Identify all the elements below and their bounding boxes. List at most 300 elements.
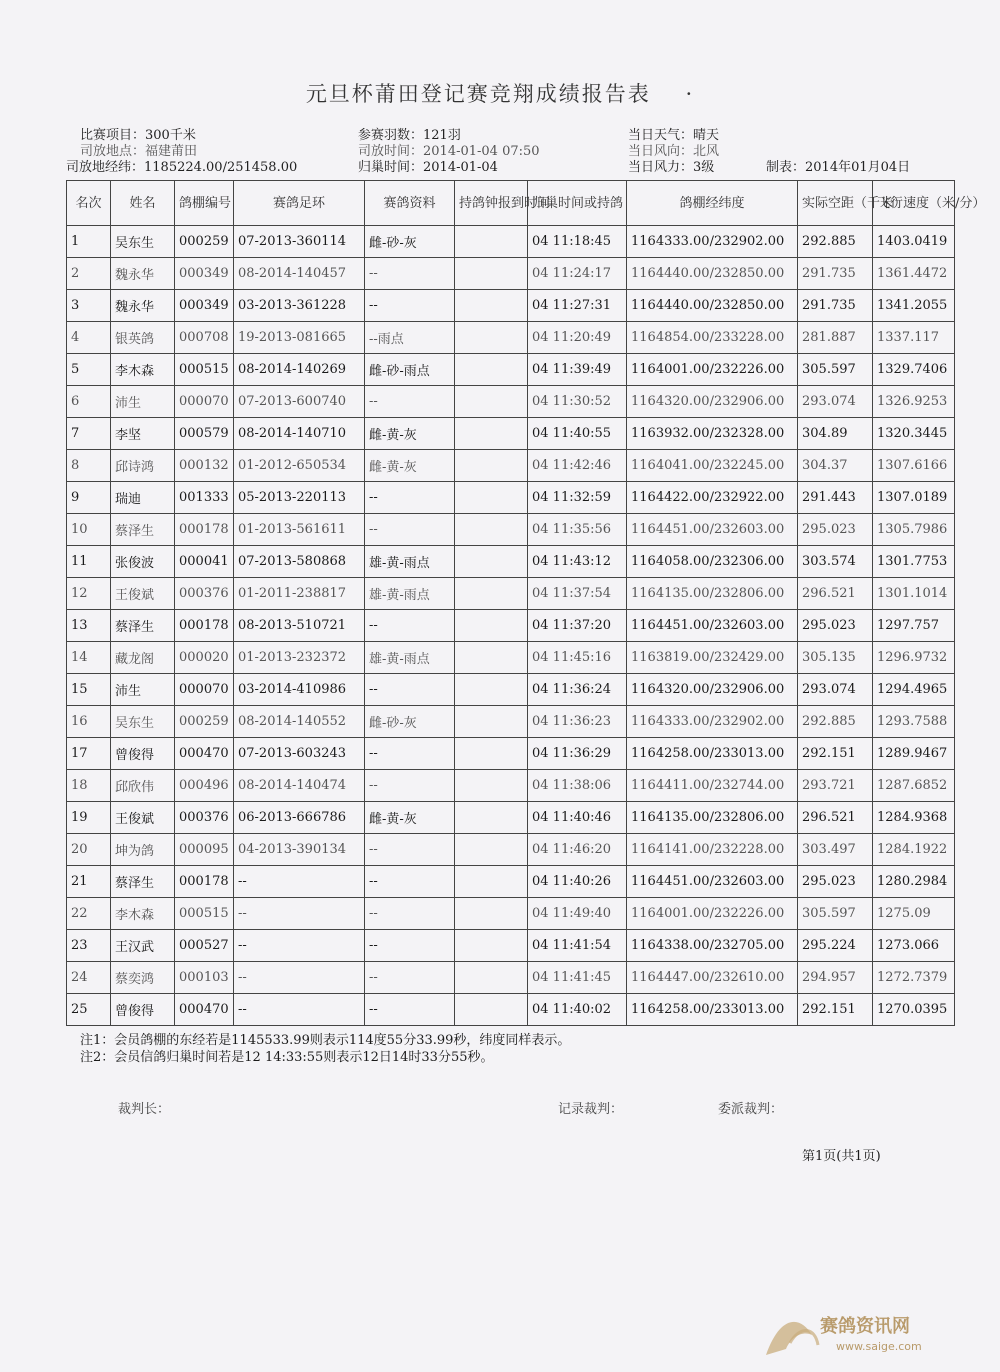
cell-speed: 1280.2984 (873, 866, 955, 898)
note-2: 注2：会员信鸽归巢时间若是12 14:33:55则表示12日14时33分55秒。 (80, 1050, 494, 1065)
cell-bird-info: 雌-黄-灰 (365, 802, 455, 834)
cell-bird-info: -- (365, 770, 455, 802)
cell-ring: -- (234, 962, 365, 994)
cell-loft-id: 000041 (175, 546, 234, 578)
cell-clock-time (455, 322, 528, 354)
cell-rank: 7 (67, 418, 111, 450)
cell-ring: 08-2014-140474 (234, 770, 365, 802)
table-row (67, 962, 955, 994)
cell-loft-coords: 1164447.00/232610.00 (627, 962, 798, 994)
cell-rank: 2 (67, 258, 111, 290)
table-row (67, 514, 955, 546)
cell-bird-info: 雄-黄-雨点 (365, 642, 455, 674)
header-speed: 飞行速度（米/分） (873, 181, 955, 226)
cell-rank: 3 (67, 290, 111, 322)
cell-speed: 1275.09 (873, 898, 955, 930)
cell-loft-id: 000178 (175, 610, 234, 642)
cell-bird-info: -- (365, 482, 455, 514)
table-row (67, 642, 955, 674)
signature-recorder: 记录裁判： (558, 1102, 624, 1117)
cell-loft-coords: 1164440.00/232850.00 (627, 258, 798, 290)
info-return-time: 归巢时间：2014-01-04 (358, 160, 498, 175)
cell-distance: 293.074 (798, 674, 873, 706)
cell-arrival-time: 04 11:41:45 (528, 962, 627, 994)
cell-arrival-time: 04 11:36:29 (528, 738, 627, 770)
cell-speed: 1297.757 (873, 610, 955, 642)
cell-ring: -- (234, 930, 365, 962)
table-row (67, 674, 955, 706)
cell-loft-id: 000095 (175, 834, 234, 866)
cell-speed: 1294.4965 (873, 674, 955, 706)
cell-speed: 1320.3445 (873, 418, 955, 450)
cell-loft-id: 000496 (175, 770, 234, 802)
cell-loft-coords: 1164854.00/233228.00 (627, 322, 798, 354)
cell-ring: 01-2012-650534 (234, 450, 365, 482)
cell-ring: 07-2013-580868 (234, 546, 365, 578)
cell-bird-info: -- (365, 674, 455, 706)
table-row (67, 418, 955, 450)
cell-name: 蔡泽生 (111, 610, 175, 642)
cell-bird-info: -- (365, 962, 455, 994)
cell-rank: 17 (67, 738, 111, 770)
cell-speed: 1307.6166 (873, 450, 955, 482)
cell-clock-time (455, 802, 528, 834)
cell-rank: 23 (67, 930, 111, 962)
cell-speed: 1289.9467 (873, 738, 955, 770)
cell-name: 瑞迪 (111, 482, 175, 514)
table-row (67, 578, 955, 610)
cell-arrival-time: 04 11:18:45 (528, 226, 627, 258)
cell-arrival-time: 04 11:39:49 (528, 354, 627, 386)
cell-distance: 291.735 (798, 258, 873, 290)
cell-distance: 296.521 (798, 802, 873, 834)
cell-arrival-time: 04 11:36:24 (528, 674, 627, 706)
table-row (67, 770, 955, 802)
cell-distance: 304.37 (798, 450, 873, 482)
cell-distance: 281.887 (798, 322, 873, 354)
header-name: 姓名 (111, 181, 175, 226)
cell-speed: 1272.7379 (873, 962, 955, 994)
cell-arrival-time: 04 11:49:40 (528, 898, 627, 930)
cell-clock-time (455, 706, 528, 738)
cell-name: 邱诗鸿 (111, 450, 175, 482)
table-row (67, 322, 955, 354)
cell-speed: 1361.4472 (873, 258, 955, 290)
cell-loft-coords: 1164333.00/232902.00 (627, 226, 798, 258)
cell-loft-coords: 1163819.00/232429.00 (627, 642, 798, 674)
cell-name: 张俊波 (111, 546, 175, 578)
cell-rank: 10 (67, 514, 111, 546)
cell-clock-time (455, 930, 528, 962)
cell-clock-time (455, 418, 528, 450)
cell-clock-time (455, 226, 528, 258)
table-body (67, 226, 955, 1026)
cell-bird-info: 雌-砂-雨点 (365, 354, 455, 386)
cell-rank: 21 (67, 866, 111, 898)
cell-clock-time (455, 290, 528, 322)
cell-bird-info: 雌-黄-灰 (365, 450, 455, 482)
cell-ring: 08-2014-140552 (234, 706, 365, 738)
cell-rank: 18 (67, 770, 111, 802)
cell-ring: 03-2013-361228 (234, 290, 365, 322)
header-distance: 实际空距（千米） (798, 181, 873, 226)
header-clock-time: 持鸽钟报到时间 (455, 181, 528, 226)
cell-bird-info: -- (365, 258, 455, 290)
notes (80, 1032, 570, 1066)
cell-rank: 20 (67, 834, 111, 866)
cell-arrival-time: 04 11:40:02 (528, 994, 627, 1026)
cell-rank: 6 (67, 386, 111, 418)
cell-loft-coords: 1164333.00/232902.00 (627, 706, 798, 738)
cell-arrival-time: 04 11:27:31 (528, 290, 627, 322)
cell-name: 吴东生 (111, 226, 175, 258)
cell-arrival-time: 04 11:35:56 (528, 514, 627, 546)
table-row (67, 834, 955, 866)
cell-loft-id: 000527 (175, 930, 234, 962)
table-row (67, 258, 955, 290)
cell-ring: 08-2014-140269 (234, 354, 365, 386)
cell-distance: 292.151 (798, 994, 873, 1026)
cell-clock-time (455, 546, 528, 578)
cell-bird-info: -- (365, 898, 455, 930)
cell-distance: 305.597 (798, 898, 873, 930)
cell-bird-info: -- (365, 514, 455, 546)
table-row (67, 866, 955, 898)
results-table (66, 180, 986, 1026)
cell-speed: 1284.1922 (873, 834, 955, 866)
cell-loft-id: 000178 (175, 514, 234, 546)
table-row (67, 546, 955, 578)
cell-bird-info: 雌-黄-灰 (365, 418, 455, 450)
cell-ring: 04-2013-390134 (234, 834, 365, 866)
cell-bird-info: -- (365, 834, 455, 866)
table-row (67, 930, 955, 962)
table-row (67, 610, 955, 642)
cell-rank: 9 (67, 482, 111, 514)
cell-loft-id: 000579 (175, 418, 234, 450)
cell-distance: 295.023 (798, 610, 873, 642)
cell-loft-coords: 1164258.00/233013.00 (627, 994, 798, 1026)
table-row (67, 898, 955, 930)
table-row (67, 482, 955, 514)
table-row (67, 450, 955, 482)
title-text: 元旦杯莆田登记赛竞翔成绩报告表 (305, 82, 651, 106)
cell-name: 魏永华 (111, 290, 175, 322)
cell-arrival-time: 04 11:46:20 (528, 834, 627, 866)
table-row (67, 290, 955, 322)
cell-loft-id: 000259 (175, 706, 234, 738)
cell-arrival-time: 04 11:24:17 (528, 258, 627, 290)
cell-speed: 1293.7588 (873, 706, 955, 738)
table-row (67, 706, 955, 738)
cell-arrival-time: 04 11:42:46 (528, 450, 627, 482)
cell-loft-coords: 1164058.00/232306.00 (627, 546, 798, 578)
cell-loft-id: 000259 (175, 226, 234, 258)
cell-loft-coords: 1164338.00/232705.00 (627, 930, 798, 962)
cell-distance: 292.151 (798, 738, 873, 770)
cell-bird-info: -- (365, 994, 455, 1026)
cell-arrival-time: 04 11:32:59 (528, 482, 627, 514)
cell-clock-time (455, 674, 528, 706)
cell-loft-coords: 1164001.00/232226.00 (627, 354, 798, 386)
cell-distance: 293.074 (798, 386, 873, 418)
cell-ring: 01-2011-238817 (234, 578, 365, 610)
cell-loft-id: 000020 (175, 642, 234, 674)
info-entries: 参赛羽数：121羽 (358, 128, 461, 143)
header-ring: 赛鸽足环 (234, 181, 365, 226)
cell-speed: 1307.0189 (873, 482, 955, 514)
cell-bird-info: -- (365, 386, 455, 418)
cell-ring: 01-2013-561611 (234, 514, 365, 546)
cell-arrival-time: 04 11:30:52 (528, 386, 627, 418)
cell-clock-time (455, 738, 528, 770)
cell-name: 蔡泽生 (111, 514, 175, 546)
cell-arrival-time: 04 11:38:06 (528, 770, 627, 802)
cell-loft-id: 000349 (175, 290, 234, 322)
cell-name: 李木森 (111, 354, 175, 386)
cell-loft-id: 000515 (175, 898, 234, 930)
watermark-url: www.saige.com (836, 1340, 922, 1353)
info-release-coords: 司放地经纬：1185224.00/251458.00 (66, 160, 298, 175)
cell-clock-time (455, 994, 528, 1026)
cell-clock-time (455, 482, 528, 514)
cell-rank: 12 (67, 578, 111, 610)
cell-bird-info: 雌-砂-灰 (365, 706, 455, 738)
cell-ring: -- (234, 898, 365, 930)
cell-distance: 305.135 (798, 642, 873, 674)
header-arrival-time: 归巢时间或持鸽 (528, 181, 627, 226)
table-row (67, 386, 955, 418)
cell-bird-info: 雌-砂-灰 (365, 226, 455, 258)
cell-loft-coords: 1164135.00/232806.00 (627, 578, 798, 610)
cell-ring: 08-2013-510721 (234, 610, 365, 642)
cell-arrival-time: 04 11:37:20 (528, 610, 627, 642)
cell-bird-info: -- (365, 866, 455, 898)
cell-speed: 1301.1014 (873, 578, 955, 610)
cell-distance: 295.023 (798, 514, 873, 546)
cell-clock-time (455, 834, 528, 866)
cell-rank: 15 (67, 674, 111, 706)
cell-rank: 8 (67, 450, 111, 482)
cell-speed: 1341.2055 (873, 290, 955, 322)
cell-distance: 293.721 (798, 770, 873, 802)
cell-name: 李坚 (111, 418, 175, 450)
cell-distance: 295.023 (798, 866, 873, 898)
cell-arrival-time: 04 11:36:23 (528, 706, 627, 738)
cell-name: 坤为鸽 (111, 834, 175, 866)
cell-clock-time (455, 770, 528, 802)
cell-name: 曾俊得 (111, 738, 175, 770)
cell-rank: 14 (67, 642, 111, 674)
cell-loft-id: 000178 (175, 866, 234, 898)
page-indicator: 第1页(共1页) (802, 1149, 881, 1164)
cell-clock-time (455, 642, 528, 674)
cell-loft-coords: 1164411.00/232744.00 (627, 770, 798, 802)
cell-loft-coords: 1164001.00/232226.00 (627, 898, 798, 930)
table-row (67, 354, 955, 386)
cell-loft-id: 000103 (175, 962, 234, 994)
note-1: 注1：会员鸽棚的东经若是1145533.99则表示114度55分33.99秒，纬度同样表示。 (80, 1033, 571, 1048)
cell-loft-id: 000132 (175, 450, 234, 482)
cell-speed: 1326.9253 (873, 386, 955, 418)
cell-rank: 22 (67, 898, 111, 930)
cell-loft-id: 000708 (175, 322, 234, 354)
info-event: 比赛项目：300千米 (80, 128, 196, 143)
cell-loft-id: 000376 (175, 802, 234, 834)
cell-name: 藏龙阁 (111, 642, 175, 674)
cell-loft-coords: 1164451.00/232603.00 (627, 610, 798, 642)
cell-speed: 1270.0395 (873, 994, 955, 1026)
cell-distance: 305.597 (798, 354, 873, 386)
cell-arrival-time: 04 11:37:54 (528, 578, 627, 610)
cell-rank: 4 (67, 322, 111, 354)
cell-rank: 25 (67, 994, 111, 1026)
cell-clock-time (455, 258, 528, 290)
cell-bird-info: -- (365, 290, 455, 322)
cell-speed: 1301.7753 (873, 546, 955, 578)
cell-loft-id: 000470 (175, 994, 234, 1026)
cell-rank: 11 (67, 546, 111, 578)
cell-loft-coords: 1164258.00/233013.00 (627, 738, 798, 770)
cell-loft-id: 000376 (175, 578, 234, 610)
cell-loft-coords: 1164451.00/232603.00 (627, 866, 798, 898)
cell-bird-info: 雄-黄-雨点 (365, 578, 455, 610)
cell-arrival-time: 04 11:40:55 (528, 418, 627, 450)
cell-bird-info: -- (365, 738, 455, 770)
cell-loft-coords: 1164440.00/232850.00 (627, 290, 798, 322)
cell-arrival-time: 04 11:43:12 (528, 546, 627, 578)
cell-ring: 08-2014-140710 (234, 418, 365, 450)
cell-loft-coords: 1164422.00/232922.00 (627, 482, 798, 514)
cell-speed: 1305.7986 (873, 514, 955, 546)
cell-distance: 291.443 (798, 482, 873, 514)
cell-clock-time (455, 866, 528, 898)
info-wind-direction: 当日风向：北风 (628, 144, 720, 159)
cell-name: 邱欣伟 (111, 770, 175, 802)
info-weather: 当日天气：晴天 (628, 128, 720, 143)
cell-speed: 1287.6852 (873, 770, 955, 802)
cell-speed: 1273.066 (873, 930, 955, 962)
table-row (67, 738, 955, 770)
report-title (0, 78, 1000, 108)
cell-loft-coords: 1164451.00/232603.00 (627, 514, 798, 546)
cell-loft-coords: 1164320.00/232906.00 (627, 674, 798, 706)
cell-name: 银英鸽 (111, 322, 175, 354)
cell-loft-id: 000070 (175, 674, 234, 706)
cell-clock-time (455, 898, 528, 930)
cell-arrival-time: 04 11:45:16 (528, 642, 627, 674)
cell-clock-time (455, 962, 528, 994)
info-release-time: 司放时间：2014-01-04 07:50 (358, 144, 540, 159)
cell-rank: 5 (67, 354, 111, 386)
cell-loft-id: 000470 (175, 738, 234, 770)
signature-assigned: 委派裁判： (718, 1102, 784, 1117)
cell-ring: -- (234, 994, 365, 1026)
cell-distance: 295.224 (798, 930, 873, 962)
cell-speed: 1329.7406 (873, 354, 955, 386)
cell-loft-id: 000515 (175, 354, 234, 386)
cell-distance: 303.497 (798, 834, 873, 866)
cell-clock-time (455, 578, 528, 610)
cell-loft-id: 000070 (175, 386, 234, 418)
cell-rank: 24 (67, 962, 111, 994)
cell-arrival-time: 04 11:41:54 (528, 930, 627, 962)
cell-distance: 292.885 (798, 706, 873, 738)
cell-name: 沛生 (111, 386, 175, 418)
cell-ring: 07-2013-603243 (234, 738, 365, 770)
cell-name: 王俊斌 (111, 578, 175, 610)
cell-ring: 05-2013-220113 (234, 482, 365, 514)
cell-arrival-time: 04 11:20:49 (528, 322, 627, 354)
cell-name: 吴东生 (111, 706, 175, 738)
cell-ring: 03-2014-410986 (234, 674, 365, 706)
cell-loft-coords: 1164320.00/232906.00 (627, 386, 798, 418)
table-row (67, 226, 955, 258)
cell-loft-coords: 1164041.00/232245.00 (627, 450, 798, 482)
cell-name: 蔡奕鸿 (111, 962, 175, 994)
info-made-on: 制表：2014年01月04日 (766, 160, 911, 175)
cell-ring: 07-2013-360114 (234, 226, 365, 258)
cell-bird-info: --雨点 (365, 322, 455, 354)
watermark-text: 赛鸽资讯网 (820, 1316, 910, 1337)
cell-clock-time (455, 610, 528, 642)
cell-distance: 304.89 (798, 418, 873, 450)
cell-ring: 19-2013-081665 (234, 322, 365, 354)
title-mark: · (685, 82, 695, 106)
cell-clock-time (455, 354, 528, 386)
cell-name: 沛生 (111, 674, 175, 706)
cell-speed: 1337.117 (873, 322, 955, 354)
cell-loft-id: 000349 (175, 258, 234, 290)
cell-ring: -- (234, 866, 365, 898)
cell-speed: 1284.9368 (873, 802, 955, 834)
cell-rank: 16 (67, 706, 111, 738)
cell-distance: 303.574 (798, 546, 873, 578)
cell-rank: 1 (67, 226, 111, 258)
cell-distance: 291.735 (798, 290, 873, 322)
header-loft-id: 鸽棚编号 (175, 181, 234, 226)
table-row (67, 994, 955, 1026)
cell-name: 蔡泽生 (111, 866, 175, 898)
cell-ring: 08-2014-140457 (234, 258, 365, 290)
cell-name: 曾俊得 (111, 994, 175, 1026)
cell-name: 李木森 (111, 898, 175, 930)
cell-loft-coords: 1164135.00/232806.00 (627, 802, 798, 834)
cell-bird-info: -- (365, 610, 455, 642)
cell-ring: 06-2013-666786 (234, 802, 365, 834)
cell-distance: 294.957 (798, 962, 873, 994)
cell-distance: 296.521 (798, 578, 873, 610)
cell-loft-coords: 1164141.00/232228.00 (627, 834, 798, 866)
cell-bird-info: 雄-黄-雨点 (365, 546, 455, 578)
cell-ring: 07-2013-600740 (234, 386, 365, 418)
cell-loft-coords: 1163932.00/232328.00 (627, 418, 798, 450)
cell-ring: 01-2013-232372 (234, 642, 365, 674)
cell-name: 王俊斌 (111, 802, 175, 834)
header-bird-info: 赛鸽资料 (365, 181, 455, 226)
cell-speed: 1403.0419 (873, 226, 955, 258)
cell-name: 王汉武 (111, 930, 175, 962)
cell-bird-info: -- (365, 930, 455, 962)
cell-clock-time (455, 450, 528, 482)
table-row (67, 802, 955, 834)
cell-arrival-time: 04 11:40:26 (528, 866, 627, 898)
cell-arrival-time: 04 11:40:46 (528, 802, 627, 834)
cell-clock-time (455, 386, 528, 418)
header-rank: 名次 (67, 181, 111, 226)
header-loft-coords: 鸽棚经纬度 (627, 181, 798, 226)
cell-loft-id: 001333 (175, 482, 234, 514)
